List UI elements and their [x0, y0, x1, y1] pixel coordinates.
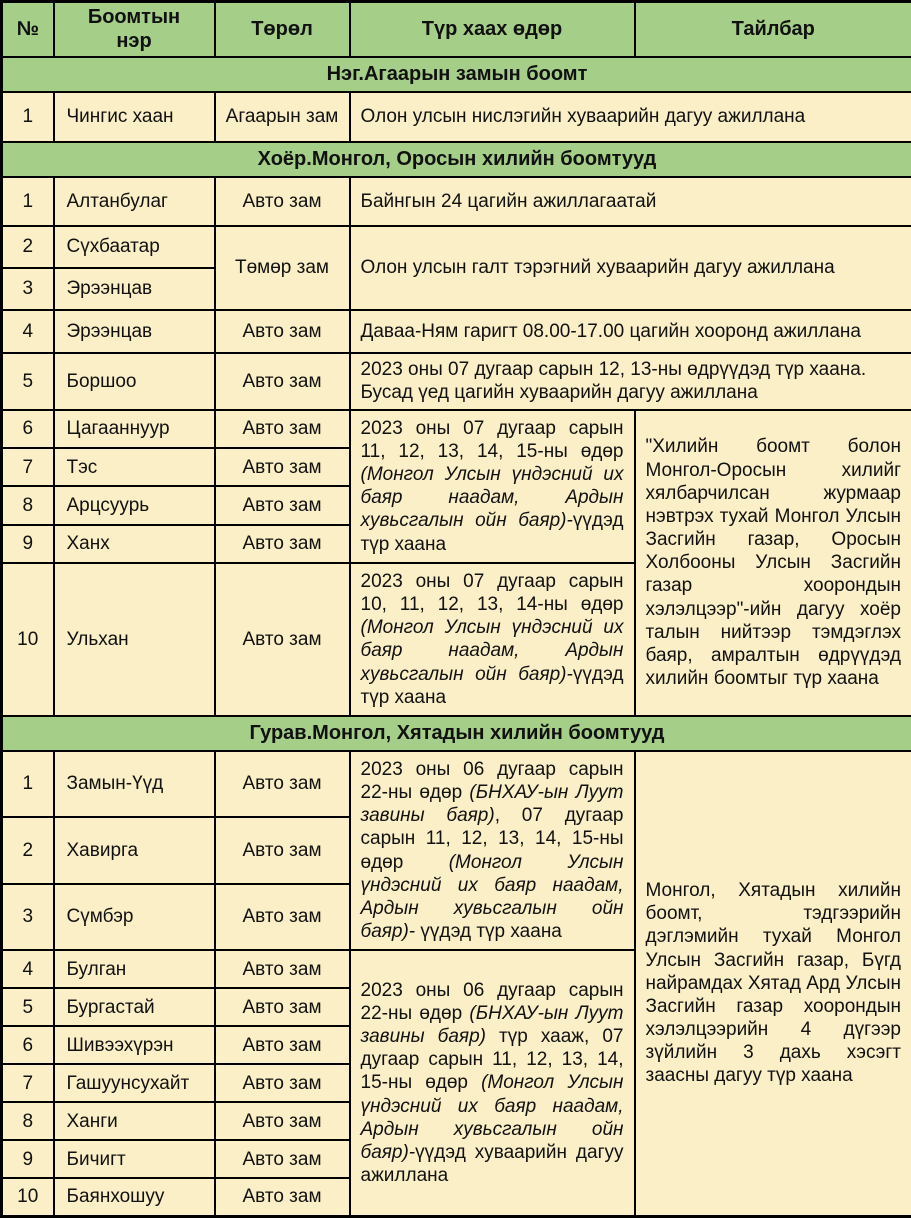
row-number-cell: 1 — [2, 177, 54, 226]
closure-text: үүдэд түр хаана — [415, 921, 562, 942]
row-number-cell: 3 — [2, 268, 54, 310]
section-china-header — [2, 716, 911, 751]
closure-days-cell: 2023 оны 07 дугаар сарын 12, 13-ны өдрүүдэд түр хаана. Бусад үед цагийн хуваарийн дагуу ажиллана — [350, 353, 911, 410]
row-number-cell: 6 — [2, 1026, 54, 1064]
row-number-cell: 7 — [2, 1064, 54, 1102]
section-title: Гурав.Монгол, Хятадын хилийн боомтууд — [2, 716, 911, 751]
checkpoint-name-cell: Боршоо — [54, 353, 215, 410]
closure-days-cell — [350, 751, 635, 950]
checkpoint-name-cell: Бичигт — [54, 1140, 215, 1178]
closure-days-cell — [350, 950, 635, 1216]
col-header-type: Төрөл — [215, 2, 350, 57]
closure-holiday-note: (БНХАУ-ын Луут завины баяр) — [361, 1003, 624, 1047]
section-title: Нэг.Агаарын замын боомт — [2, 57, 911, 92]
checkpoint-name-cell: Ульхан — [54, 563, 215, 716]
col-header-note: Тайлбар — [635, 2, 911, 57]
road-type-cell: Авто зам — [215, 563, 350, 716]
section-russia-header — [2, 142, 911, 177]
road-type-cell: Авто зам — [215, 448, 350, 486]
road-type-cell: Авто зам — [215, 525, 350, 563]
checkpoint-name-cell: Тэс — [54, 448, 215, 486]
closure-text: түр хааж, 07 дугаар сарын 11, 12, 13, 14, 15-ны өдөр — [361, 1026, 624, 1093]
closure-text: үүдэд түр хаана — [361, 664, 624, 708]
closure-holiday-note: (Монгол Улсын үндэсний их баяр наадам, Ардын хувьсгалын ойн баяр)- — [361, 1072, 624, 1163]
section-title: Хоёр.Монгол, Оросын хилийн боомтууд — [2, 142, 911, 177]
checkpoint-name-cell: Сүмбэр — [54, 884, 215, 950]
row-number-cell: 5 — [2, 353, 54, 410]
row-number-cell: 5 — [2, 988, 54, 1026]
road-type-cell: Авто зам — [215, 486, 350, 524]
row-number-cell: 8 — [2, 1102, 54, 1140]
checkpoint-name-cell: Гашуунсухайт — [54, 1064, 215, 1102]
road-type-cell: Авто зам — [215, 817, 350, 883]
road-type-cell: Агаарын зам — [215, 92, 350, 142]
row-number-cell: 9 — [2, 1140, 54, 1178]
table-row — [2, 226, 911, 268]
closure-days-cell: Олон улсын галт тэрэгний хуваарийн дагуу ажиллана — [350, 226, 911, 310]
table-header-row — [2, 2, 911, 57]
checkpoint-name-cell: Баянхошуу — [54, 1178, 215, 1216]
closure-days-cell — [350, 563, 635, 716]
row-number-cell: 1 — [2, 92, 54, 142]
checkpoint-name-cell: Замын-Үүд — [54, 751, 215, 817]
row-number-cell: 6 — [2, 410, 54, 448]
road-type-cell: Авто зам — [215, 310, 350, 353]
row-number-cell: 2 — [2, 226, 54, 268]
road-type-cell: Төмөр зам — [215, 226, 350, 310]
row-number-cell: 10 — [2, 563, 54, 716]
closure-text: , 07 дугаар сарын 11, 12, 13, 14, 15-ны өдөр — [361, 805, 624, 872]
col-header-no: № — [2, 2, 54, 57]
table-row — [2, 353, 911, 410]
table-row — [2, 751, 911, 817]
closure-days-cell — [350, 410, 635, 563]
checkpoint-name-cell: Эрээнцав — [54, 310, 215, 353]
road-type-cell: Авто зам — [215, 177, 350, 226]
checkpoint-name-cell: Чингис хаан — [54, 92, 215, 142]
row-number-cell: 4 — [2, 310, 54, 353]
closure-holiday-note: (БНХАУ-ын Луут завины баяр) — [361, 782, 624, 826]
closure-holiday-note: (Монгол Улсын үндэсний их баяр наадам, Ардын хувьсгалын ойн баяр)- — [361, 617, 624, 684]
checkpoint-name-cell: Арцсуурь — [54, 486, 215, 524]
section-air-header — [2, 57, 911, 92]
closure-text: 2023 оны 06 дугаар сарын 22-ны өдөр — [361, 980, 624, 1024]
closure-holiday-note: (Монгол Улсын үндэсний их баяр наадам, Ардын хувьсгалын ойн баяр)- — [361, 464, 624, 531]
road-type-cell: Авто зам — [215, 884, 350, 950]
row-number-cell: 9 — [2, 525, 54, 563]
road-type-cell: Авто зам — [215, 1178, 350, 1216]
road-type-cell: Авто зам — [215, 1102, 350, 1140]
closure-days-cell: Даваа-Ням гаригт 08.00-17.00 цагийн хооронд ажиллана — [350, 310, 911, 353]
checkpoint-name-cell: Хавирга — [54, 817, 215, 883]
note-cell: Монгол, Хятадын хилийн боомт, тэдгээрийн дэглэмийн тухай Монгол Улсын Засгийн газар, Бүгд найрамдах Хятад Ард Улсын Засгийн газар хоорондын хэлэлцээрийн 4 дүгээр зүйлийн 3 дахь хэсэгт заасны дагуу түр хаана — [635, 751, 911, 1216]
table-row — [2, 92, 911, 142]
table-row — [2, 410, 911, 448]
closure-days-cell: Байнгын 24 цагийн ажиллагаатай — [350, 177, 911, 226]
table-row — [2, 177, 911, 226]
closure-text: үүдэд хуваарийн дагуу ажиллана — [361, 1142, 624, 1186]
road-type-cell: Авто зам — [215, 410, 350, 448]
checkpoint-name-cell: Шивээхүрэн — [54, 1026, 215, 1064]
closure-holiday-note: (Монгол Улсын үндэсний их баяр наадам, Ардын хувьсгалын ойн баяр)- — [361, 852, 624, 943]
row-number-cell: 1 — [2, 751, 54, 817]
road-type-cell: Авто зам — [215, 950, 350, 988]
closure-text: үүдэд түр хаана — [361, 510, 624, 554]
checkpoint-name-cell: Алтанбулаг — [54, 177, 215, 226]
col-header-name: Боомтын нэр — [54, 2, 215, 57]
road-type-cell: Авто зам — [215, 1064, 350, 1102]
checkpoint-name-cell: Ханги — [54, 1102, 215, 1140]
checkpoint-name-cell: Ханх — [54, 525, 215, 563]
road-type-cell: Авто зам — [215, 988, 350, 1026]
checkpoint-name-cell: Цагааннуур — [54, 410, 215, 448]
closure-text: 2023 оны 06 дугаар сарын 22-ны өдөр — [361, 759, 624, 803]
road-type-cell: Авто зам — [215, 1026, 350, 1064]
row-number-cell: 3 — [2, 884, 54, 950]
closure-text: 2023 оны 07 дугаар сарын 10, 11, 12, 13, 14-ны өдөр — [361, 571, 624, 615]
col-header-closure: Түр хаах өдөр — [350, 2, 635, 57]
closure-days-cell: Олон улсын нислэгийн хуваарийн дагуу ажиллана — [350, 92, 911, 142]
row-number-cell: 7 — [2, 448, 54, 486]
checkpoint-name-cell: Бургастай — [54, 988, 215, 1026]
row-number-cell: 10 — [2, 1178, 54, 1216]
road-type-cell: Авто зам — [215, 751, 350, 817]
note-cell: "Хилийн боомт болон Монгол-Оросын хилийг хялбарчилсан журмаар нэвтрэх тухай Монгол Улсын Засгийн газар, Оросын Холбооны Улсын Засгийн газар хоорондын хэлэлцээр"-ийн дагуу хоёр талын нийтээр тэмдэглэх баяр, амралтын өдрүүдэд хилийн боомтыг түр хаана — [635, 410, 911, 716]
checkpoint-name-cell: Сүхбаатар — [54, 226, 215, 268]
table-row — [2, 310, 911, 353]
road-type-cell: Авто зам — [215, 1140, 350, 1178]
checkpoint-name-cell: Булган — [54, 950, 215, 988]
row-number-cell: 4 — [2, 950, 54, 988]
row-number-cell: 8 — [2, 486, 54, 524]
checkpoint-name-cell: Эрээнцав — [54, 268, 215, 310]
closure-text: 2023 оны 07 дугаар сарын 11, 12, 13, 14, 15-ны өдөр — [361, 418, 624, 462]
row-number-cell: 2 — [2, 817, 54, 883]
road-type-cell: Авто зам — [215, 353, 350, 410]
